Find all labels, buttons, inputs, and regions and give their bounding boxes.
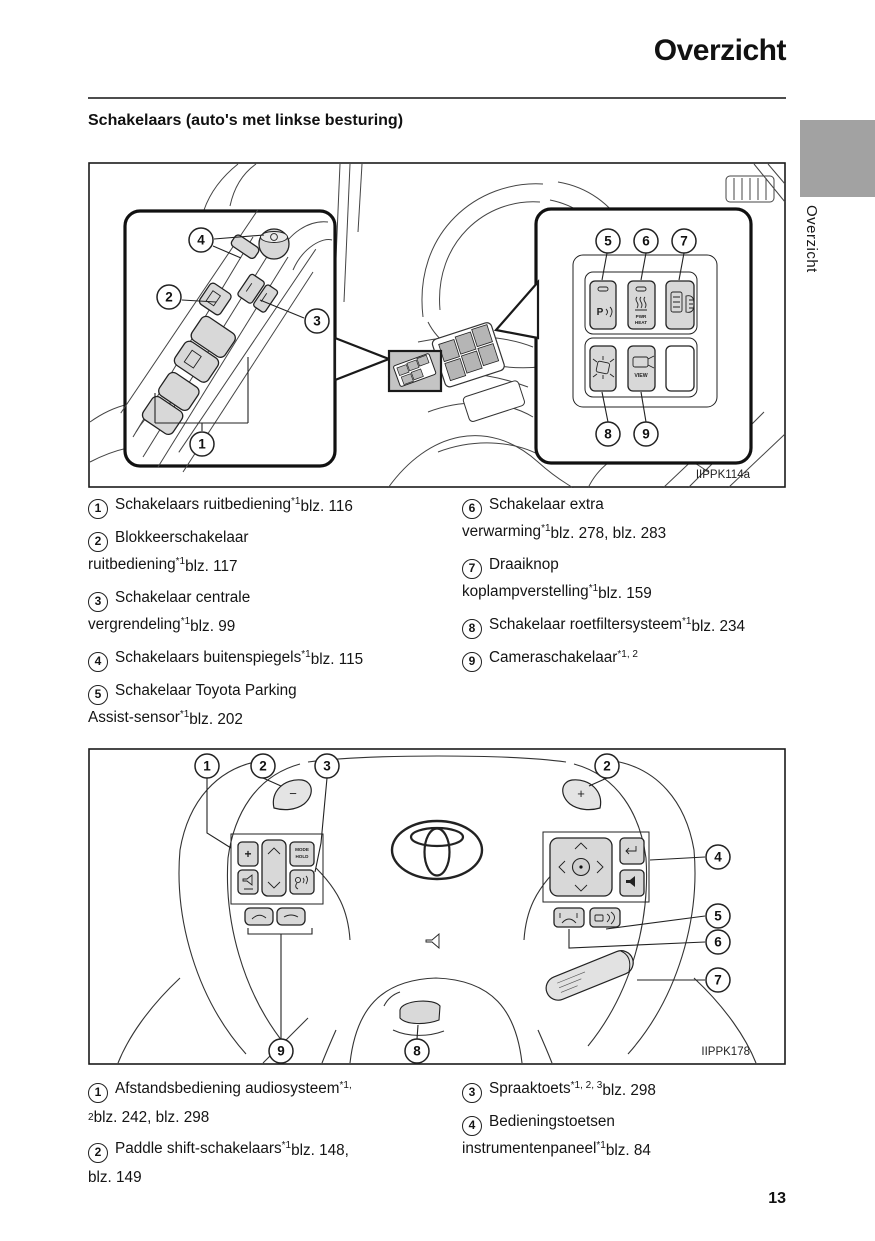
svg-text:3: 3 (323, 758, 331, 774)
svg-text:HOLD: HOLD (295, 854, 309, 859)
svg-text:6: 6 (714, 934, 722, 950)
svg-text:9: 9 (277, 1043, 285, 1059)
headlight-leveling-button (666, 281, 694, 329)
dpf-button (590, 346, 616, 391)
blank-button (666, 346, 694, 391)
legend-item-7: 7 Draaiknop koplampverstelling$^{*1}$blz. 159 (462, 556, 652, 602)
svg-text:P: P (596, 307, 604, 318)
svg-text:7: 7 (680, 233, 688, 249)
svg-text:5: 5 (714, 908, 722, 924)
legend-item-4: 4 Schakelaars buitenspiegels$^{*1}$blz. 115 (88, 645, 440, 672)
svg-text:2: 2 (259, 758, 267, 774)
svg-text:HEAT: HEAT (634, 320, 648, 325)
svg-text:PWR: PWR (635, 314, 647, 319)
svg-text:3: 3 (313, 313, 321, 329)
page-title: Overzicht (653, 34, 786, 67)
svg-text:1: 1 (198, 436, 206, 452)
figure-steering-wheel (88, 748, 786, 1065)
tilt-lever (400, 1001, 440, 1023)
svg-text:VIEW: VIEW (634, 373, 648, 379)
svg-text:4: 4 (197, 232, 205, 248)
legend-item-9: 9 Cameraschakelaar$^{*1, 2}$ (462, 645, 788, 672)
svg-text:−: − (289, 786, 297, 801)
legend-item-5: 5 Schakelaar Toyota Parking Assist-sensor$^{*1}$blz. 202 (88, 682, 297, 728)
legend-item-6: 6 Schakelaar extra verwarming$^{*1}$blz. 278, blz. 283 (462, 496, 667, 542)
header-rule (88, 97, 786, 99)
svg-text:8: 8 (413, 1043, 421, 1059)
svg-text:8: 8 (604, 426, 612, 442)
svg-text:5: 5 (604, 233, 612, 249)
legend-item-1: 1 Schakelaars ruitbediening$^{*1}$blz. 116 (88, 492, 440, 519)
legend-item-1: 1 Afstandsbediening audiosysteem$^{*1,}$ 2blz. 242, blz. 298 (88, 1080, 352, 1126)
legend-item-8: 8 Schakelaar roetfiltersysteem$^{*1}$blz. 234 (462, 612, 788, 639)
svg-text:7: 7 (714, 972, 722, 988)
svg-text:6: 6 (642, 233, 650, 249)
chapter-tab-label: Overzicht (803, 205, 820, 273)
svg-text:2: 2 (165, 289, 173, 305)
parking-assist-button (590, 281, 616, 329)
camera-view-button (628, 346, 655, 391)
legend-figure2 (88, 1076, 788, 1194)
legend-item-2: 2 Paddle shift-schakelaars$^{*1}$blz. 148, blz. 149 (88, 1140, 349, 1186)
svg-text:MODE: MODE (295, 847, 309, 852)
svg-text:+: + (244, 847, 252, 861)
legend-item-3: 3 Spraaktoets$^{*1, 2, 3}$blz. 298 (462, 1076, 788, 1103)
legend-figure1 (88, 492, 788, 738)
figure1-label: IIPPK114a (695, 469, 750, 481)
section-heading: Schakelaars (auto's met linkse besturing) (88, 112, 404, 129)
panel-location-inset (389, 351, 441, 391)
figure2-illustration (88, 748, 786, 1065)
page-number: 13 (768, 1190, 786, 1207)
legend-item-3: 3 Schakelaar centrale vergrendeling$^{*1}$blz. 99 (88, 589, 251, 635)
svg-text:+: + (577, 786, 585, 801)
figure1-illustration (88, 162, 786, 488)
legend-item-2: 2 Blokkeerschakelaar ruitbediening$^{*1}$blz. 117 (88, 529, 249, 575)
svg-text:1: 1 (203, 758, 211, 774)
svg-text:4: 4 (714, 849, 722, 865)
svg-text:9: 9 (642, 426, 650, 442)
svg-text:2: 2 (603, 758, 611, 774)
legend-item-4: 4 Bedieningstoetsen instrumentenpaneel$^{*1}$blz. 84 (462, 1113, 651, 1159)
chapter-tab (800, 120, 875, 197)
figure-door-switches (88, 162, 786, 488)
figure2-label: IIPPK178 (701, 1046, 750, 1058)
